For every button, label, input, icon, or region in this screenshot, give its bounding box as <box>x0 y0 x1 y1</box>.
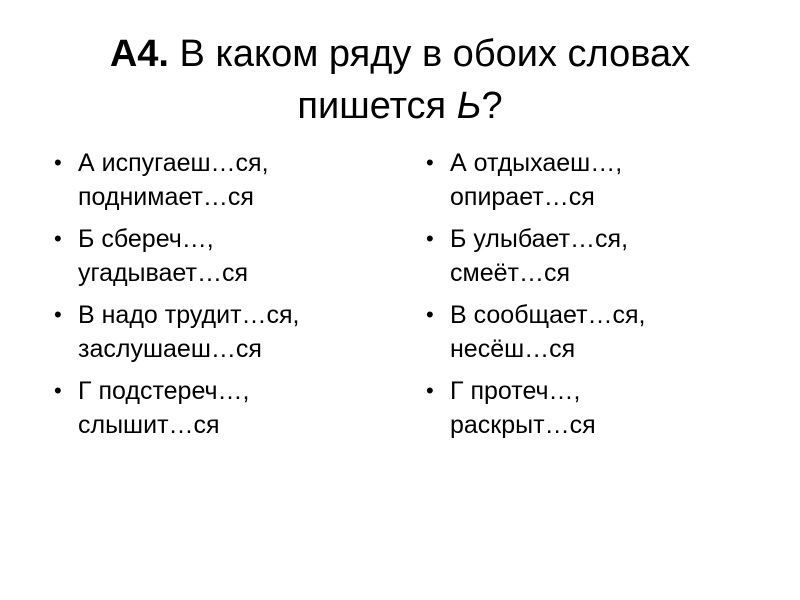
answer-option <box>420 374 760 442</box>
option-line1: Б улыбает…ся, <box>450 225 629 253</box>
question-mark: ? <box>481 85 503 127</box>
option-line2: смеёт…ся <box>450 259 570 287</box>
bullet-icon: • <box>426 302 434 327</box>
bullet-icon: • <box>54 150 62 175</box>
bullet-icon: • <box>426 378 434 403</box>
option-line1: А отдыхаеш…, <box>450 149 623 177</box>
answer-option <box>420 146 760 214</box>
answer-option <box>48 298 388 366</box>
option-line2: раскрыт…ся <box>450 411 596 439</box>
answer-option <box>420 222 760 290</box>
bullet-icon: • <box>54 378 62 403</box>
bullet-icon: • <box>54 226 62 251</box>
answer-option <box>48 146 388 214</box>
option-line2: несёш…ся <box>450 335 576 363</box>
bullet-icon: • <box>426 150 434 175</box>
question-label: А4. <box>109 33 169 75</box>
answer-option <box>420 298 760 366</box>
left-answer-column <box>48 146 388 450</box>
option-line2: угадывает…ся <box>78 259 248 287</box>
answer-option <box>48 374 388 442</box>
right-answer-column <box>420 146 760 450</box>
option-line2: опирает…ся <box>450 183 595 211</box>
option-line2: слышит…ся <box>78 411 220 439</box>
title-text-line2: пишется <box>297 85 457 127</box>
option-line1: В сообщает…ся, <box>450 301 646 329</box>
answer-option <box>48 222 388 290</box>
option-line2: заслушаеш…ся <box>78 335 262 363</box>
title-text-line1: В каком ряду в обоих словах <box>169 33 691 75</box>
option-line1: Г подстереч…, <box>78 377 250 405</box>
soft-sign-letter: Ь <box>456 85 482 127</box>
option-line2: поднимает…ся <box>78 183 254 211</box>
option-line1: Б сбереч…, <box>78 225 214 253</box>
bullet-icon: • <box>54 302 62 327</box>
option-line1: А испугаеш…ся, <box>78 149 269 177</box>
option-line1: В надо трудит…ся, <box>78 301 300 329</box>
option-line1: Г протеч…, <box>450 377 581 405</box>
bullet-icon: • <box>426 226 434 251</box>
slide-title <box>40 28 760 132</box>
